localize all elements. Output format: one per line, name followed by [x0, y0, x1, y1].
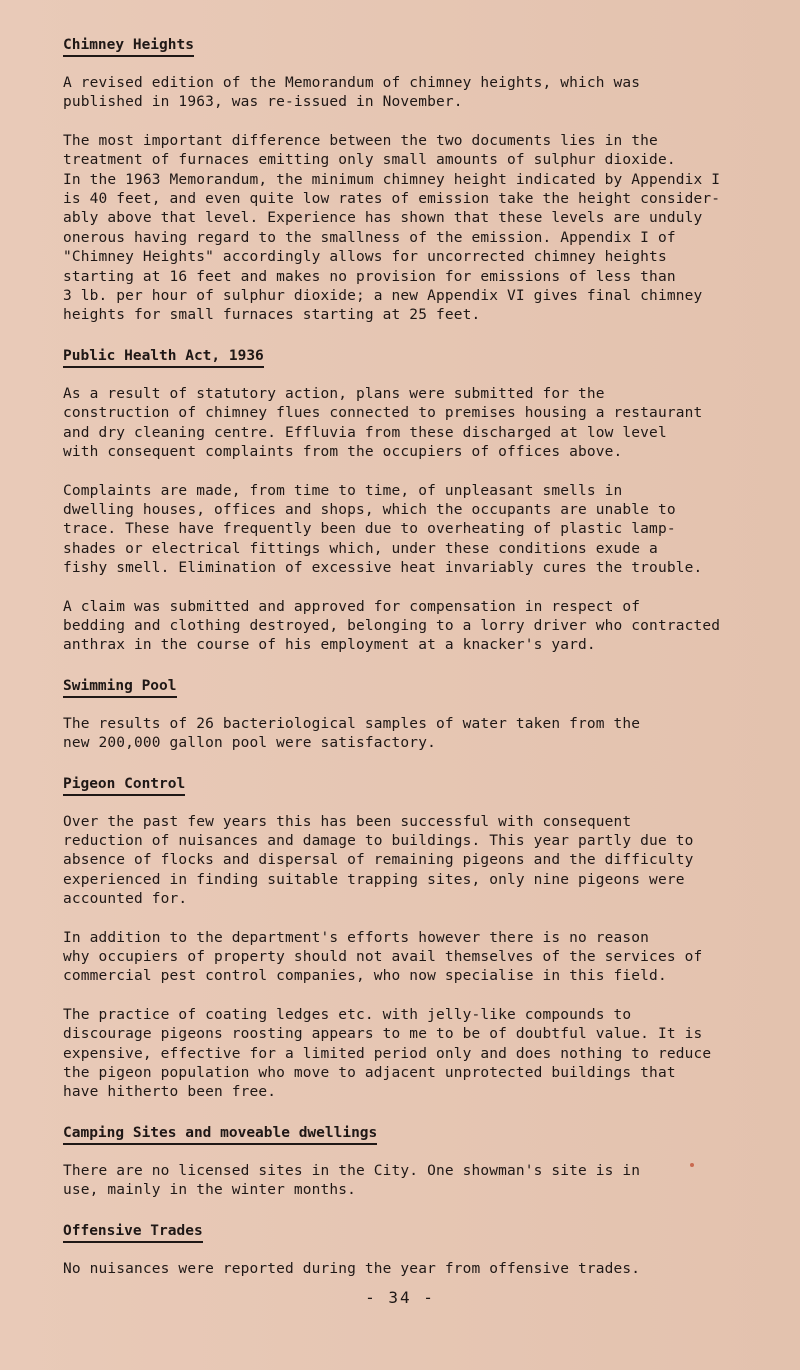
section-swimming-pool	[63, 675, 744, 773]
paragraph: The most important difference between the two documents lies in the treatment of furnaces emitting only small amounts of sulphur dioxide. In the 1963 Memorandum, the minimum chimney height indicated by Appendix I is 40 feet, and even quite low rates of emission take the height consider- ably above that level. Experience has shown that these levels are unduly onerous having regard to the smallness of the emission. Appendix I of "Chimney Heights" accordingly allows for uncorrected chimney heights starting at 16 feet and makes no provision for emissions of less than 3 lb. per hour of sulphur dioxide; a new Appendix VI gives final chimney heights for small furnaces starting at 25 feet.	[63, 132, 721, 324]
section-camping-sites	[63, 1122, 744, 1220]
paragraph: Complaints are made, from time to time, of unpleasant smells in dwelling houses, offices and shops, which the occupants are unable to trace. These have frequently been due to overheating of plastic lamp- shades or electrical fittings which, under these conditions exude a fishy smell. Elimination of excessive heat invariably cures the trouble.	[63, 482, 703, 577]
section-heading: Pigeon Control	[63, 775, 185, 796]
paragraph: A revised edition of the Memorandum of chimney heights, which was published in 1963, was re-issued in November.	[63, 75, 641, 111]
paragraph: Over the past few years this has been successful with consequent reduction of nuisances and damage to buildings. This year partly due to absence of flocks and dispersal of remaining pigeons and the difficulty experienced in finding suitable trapping sites, only nine pigeons were accounted for.	[63, 813, 694, 908]
paragraph: In addition to the department's efforts however there is no reason why occupiers of property should not avail themselves of the services of commercial pest control companies, who now specialise in this field.	[63, 929, 703, 985]
section-heading: Public Health Act, 1936	[63, 347, 264, 368]
section-heading: Swimming Pool	[63, 677, 177, 698]
paragraph: No nuisances were reported during the year from offensive trades.	[63, 1260, 641, 1277]
section-chimney-heights	[63, 34, 744, 345]
section-offensive-trades	[63, 1220, 744, 1279]
paragraph: There are no licensed sites in the City. One showman's site is in use, mainly in the winter months.	[63, 1162, 641, 1199]
section-heading: Offensive Trades	[63, 1222, 203, 1243]
ink-speck	[690, 1163, 694, 1167]
paragraph: A claim was submitted and approved for compensation in respect of bedding and clothing destroyed, belonging to a lorry driver who contracted anthrax in the course of his employment at a knacker's yard.	[63, 598, 721, 654]
page-number: - 34 -	[365, 1288, 435, 1307]
section-heading: Chimney Heights	[63, 36, 194, 57]
paragraph: As a result of statutory action, plans were submitted for the construction of chimney flues connected to premises housing a restaurant and dry cleaning centre. Effluvia from these discharged at low level with consequent complaints from the occupiers of offices above.	[63, 385, 703, 461]
section-pigeon-control	[63, 773, 744, 1122]
paragraph: The practice of coating ledges etc. with jelly-like compounds to discourage pigeons roosting appears to me to be of doubtful value. It is expensive, effective for a limited period only and does nothing to reduce the pigeon population who move to adjacent unprotected buildings that have hitherto been free.	[63, 1006, 712, 1101]
section-public-health-act	[63, 345, 744, 675]
paragraph: The results of 26 bacteriological samples of water taken from the new 200,000 gallon pool were satisfactory.	[63, 715, 641, 752]
section-heading: Camping Sites and moveable dwellings	[63, 1124, 377, 1145]
